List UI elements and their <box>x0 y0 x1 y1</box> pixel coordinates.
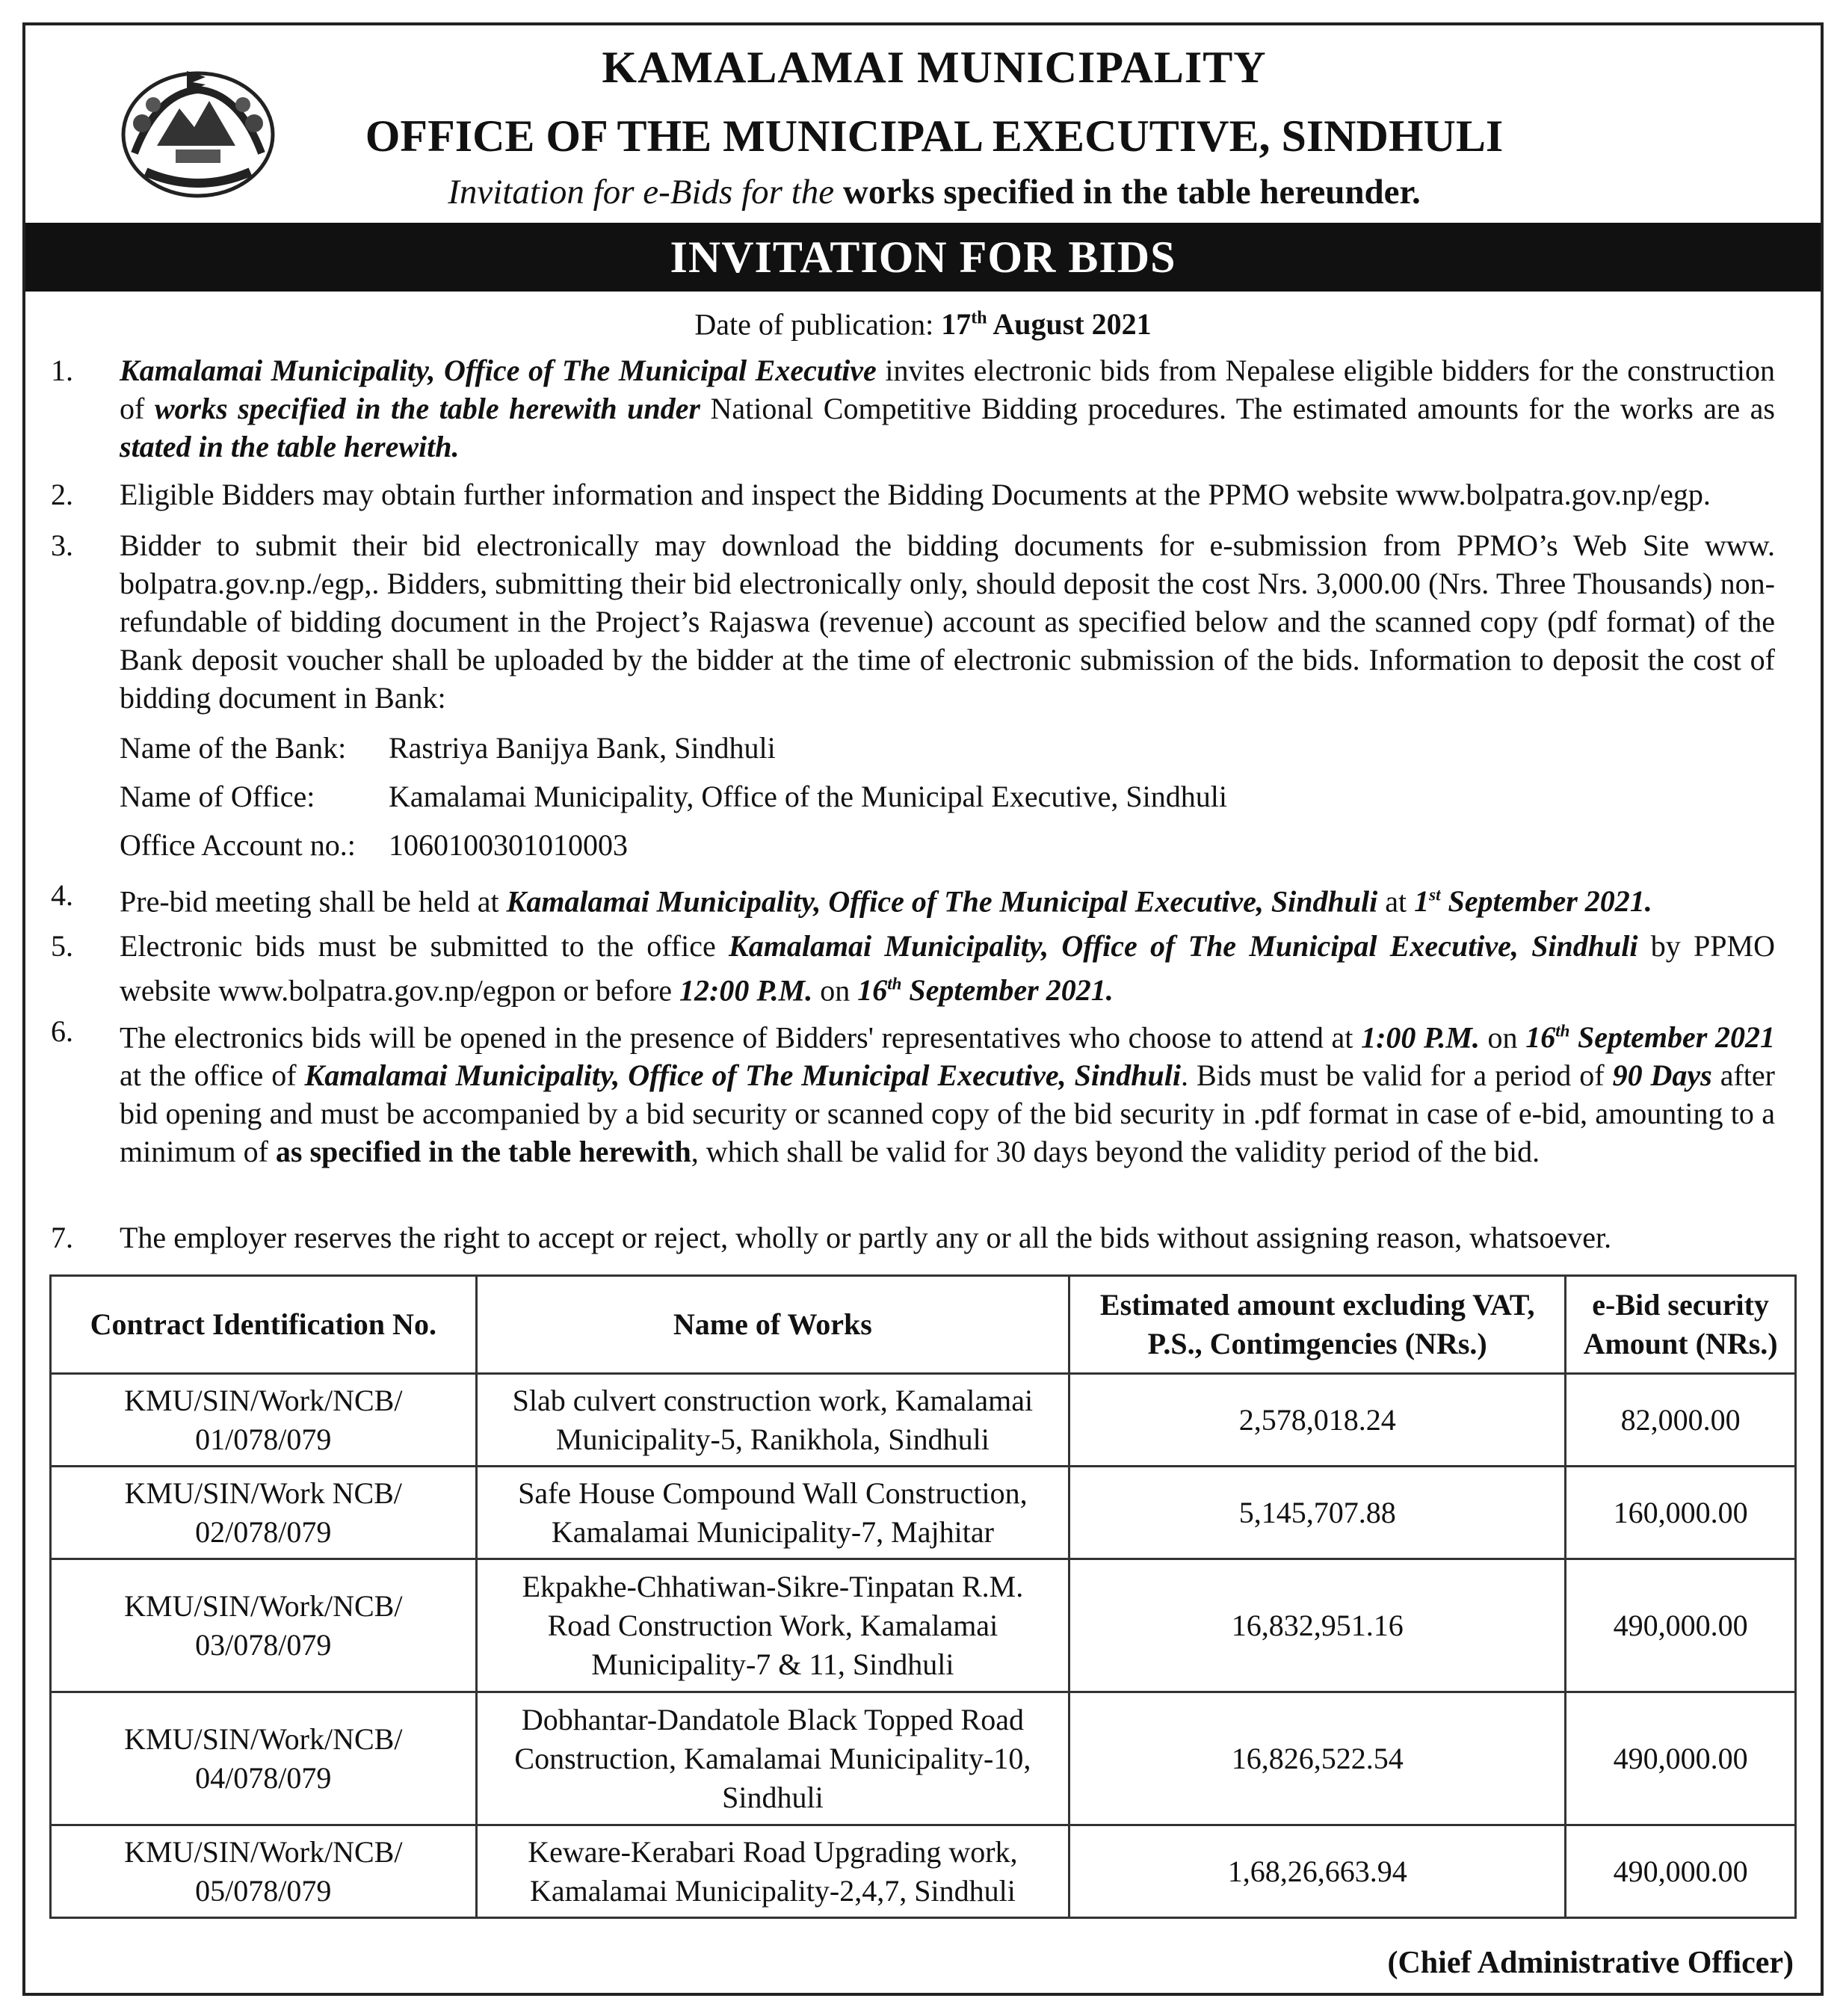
header-contract-id: Contract Identification No. <box>51 1276 477 1374</box>
publication-day-suffix: th <box>971 309 987 328</box>
publication-day: 17 <box>941 307 972 342</box>
work-name-cell: Ekpakhe-Chhatiwan-Sikre-Tinpatan R.M. Road Construction Work, Kamalamai Municipality-7 & 11, Sindhuli <box>476 1559 1069 1692</box>
para-6-text-e: September 2021 <box>1569 1020 1776 1055</box>
work-name-cell: Slab culvert construction work, Kamalamai Municipality-5, Ranikhola, Sindhuli <box>476 1374 1069 1467</box>
contract-id-line2: 05/078/079 <box>195 1873 332 1908</box>
para-5-text-c: by PPMO website www.bolpatra.gov.np/egpon or before <box>120 929 1775 1008</box>
signature-title: (Chief Administrative Officer) <box>1387 1946 1794 1980</box>
works-table <box>49 1274 1797 1919</box>
table-row <box>51 1692 1796 1825</box>
para-6-text-b: 1:00 P.M. <box>1361 1020 1480 1055</box>
para-6-number: 6. <box>51 1014 73 1048</box>
subtitle-italic: Invitation for e-Bids for the <box>448 173 835 212</box>
para-6-text-a: The electronics bids will be opened in the presence of Bidders' representatives who choose to attend at <box>120 1020 1362 1055</box>
para-6-text-g: Kamalamai Municipality, Office of The Municipal Executive, Sindhuli <box>304 1058 1181 1093</box>
bank-name-value: Rastriya Banijya Bank, Sindhuli <box>389 731 776 765</box>
estimated-amount-cell: 16,832,951.16 <box>1069 1559 1566 1692</box>
para-5-text-d: 12:00 P.M. <box>679 973 813 1008</box>
para-4-number: 4. <box>51 878 73 912</box>
para-1-text-c: works specified in the table herewith under <box>154 392 700 425</box>
para-1-org: Kamalamai Municipality, Office of The Municipal Executive <box>120 354 877 387</box>
para-6-text-i: 90 Days <box>1612 1058 1712 1093</box>
security-amount-cell: 160,000.00 <box>1566 1467 1796 1559</box>
para-4 <box>120 876 1775 920</box>
para-1-number: 1. <box>51 354 73 387</box>
para-6-text-d: 16 <box>1525 1020 1556 1055</box>
header-security-amount: e-Bid security Amount (NRs.) <box>1566 1276 1796 1374</box>
contract-id-line1: KMU/SIN/Work/NCB/ <box>124 1834 403 1869</box>
para-1-text-e: stated in the table herewith. <box>120 430 460 463</box>
security-amount-cell: 490,000.00 <box>1566 1825 1796 1918</box>
header-name-of-works: Name of Works <box>476 1276 1069 1374</box>
para-5-text-e: on <box>812 973 858 1008</box>
para-2: Eligible Bidders may obtain further information and inspect the Bidding Documents at the PPMO website www.bolpatra.gov.np/egp. <box>120 478 1711 511</box>
para-6-text-k: as specified in the table herewith <box>275 1135 691 1169</box>
publication-month-year: August 2021 <box>993 307 1152 342</box>
work-name-cell: Safe House Compound Wall Construction, Kamalamai Municipality-7, Majhitar <box>476 1467 1069 1559</box>
contract-id-line2: 01/078/079 <box>195 1422 332 1456</box>
para-5-text-f: 16 <box>857 973 888 1008</box>
contract-id-line2: 03/078/079 <box>195 1627 332 1662</box>
para-5 <box>120 927 1775 1009</box>
contract-id-cell <box>51 1692 477 1825</box>
work-name-cell: Keware-Kerabari Road Upgrading work, Kamalamai Municipality-2,4,7, Sindhuli <box>476 1825 1069 1918</box>
estimated-amount-cell: 16,826,522.54 <box>1069 1692 1566 1825</box>
office-name-label: Name of Office: <box>120 780 315 813</box>
para-6-text-f: at the office of <box>120 1058 305 1093</box>
para-6-text-j: after bid opening and must be accompanied by a bid security or scanned copy of the bid security in .pdf format in case of e-bid, amounting to a minimum of <box>120 1058 1775 1169</box>
para-6-text-h: . Bids must be valid for a period of <box>1180 1058 1613 1093</box>
para-3-number: 3. <box>51 528 73 562</box>
office-name-row <box>120 777 1227 816</box>
para-1 <box>120 351 1775 466</box>
security-amount-cell: 82,000.00 <box>1566 1374 1796 1467</box>
header-estimated-amount: Estimated amount excluding VAT, P.S., Contimgencies (NRs.) <box>1069 1276 1566 1374</box>
table-header-row <box>51 1276 1796 1374</box>
para-4-text-d: 1 <box>1414 884 1430 919</box>
office-name: OFFICE OF THE MUNICIPAL EXECUTIVE, SINDHULI <box>365 111 1504 161</box>
subtitle-bold: works specified in the table hereunder. <box>842 173 1421 212</box>
table-row <box>51 1467 1796 1559</box>
contract-id-cell <box>51 1467 477 1559</box>
contract-id-cell <box>51 1825 477 1918</box>
office-name-value: Kamalamai Municipality, Office of the Municipal Executive, Sindhuli <box>389 780 1227 813</box>
contract-id-line2: 02/078/079 <box>195 1514 332 1549</box>
banner-title: INVITATION FOR BIDS <box>25 223 1821 292</box>
publication-label: Date of publication: <box>694 307 934 342</box>
estimated-amount-cell: 2,578,018.24 <box>1069 1374 1566 1467</box>
contract-id-cell <box>51 1374 477 1467</box>
para-4-text-e: September 2021. <box>1440 884 1652 919</box>
para-1-text-d: National Competitive Bidding procedures. The estimated amounts for the works are as <box>700 392 1775 425</box>
table-row <box>51 1825 1796 1918</box>
subtitle <box>247 168 1622 217</box>
para-5-sup: th <box>887 975 902 993</box>
para-6-text-l: , which shall be valid for 30 days beyond the validity period of the bid. <box>691 1135 1540 1169</box>
account-row <box>120 826 628 864</box>
table-row <box>51 1374 1796 1467</box>
para-4-text-a: Pre-bid meeting shall be held at <box>120 884 507 919</box>
para-1-text-b: invites electronic bids from Nepalese eligible bidders for the construction of <box>120 354 1775 425</box>
para-3: Bidder to submit their bid electronically may download the bidding documents for e-submission from PPMO’s Web Site www. bolpatra.gov.np./egp,. Bidders, submitting their bid electronically only, should deposit the cost Nrs. 3,000.00 (Nrs. Three Thousands) non-refundable of bidding document in the Project’s Rajaswa (revenue) account as specified below and the scanned copy (pdf format) of the Bank deposit voucher shall be uploaded by the bidder at the time of electronic submission of the bids. Information to deposit the cost of bidding document in Bank: <box>120 528 1775 715</box>
bank-name-row <box>120 729 776 767</box>
para-4-text-b: Kamalamai Municipality, Office of The Municipal Executive, Sindhuli <box>506 884 1378 919</box>
contract-id-line1: KMU/SIN/Work/NCB/ <box>124 1588 403 1623</box>
para-6-sup: th <box>1555 1022 1570 1041</box>
work-name-cell: Dobhantar-Dandatole Black Topped Road Construction, Kamalamai Municipality-10, Sindhuli <box>476 1692 1069 1825</box>
para-7-number: 7. <box>51 1221 73 1254</box>
account-label: Office Account no.: <box>120 828 356 862</box>
account-value: 1060100301010003 <box>389 828 628 862</box>
para-2-number: 2. <box>51 478 73 511</box>
security-amount-cell: 490,000.00 <box>1566 1559 1796 1692</box>
contract-id-line1: KMU/SIN/Work NCB/ <box>124 1476 402 1510</box>
para-4-sup: st <box>1429 886 1441 904</box>
org-name: KAMALAMAI MUNICIPALITY <box>602 43 1267 92</box>
estimated-amount-cell: 1,68,26,663.94 <box>1069 1825 1566 1918</box>
estimated-amount-cell: 5,145,707.88 <box>1069 1467 1566 1559</box>
contract-id-line1: KMU/SIN/Work/NCB/ <box>124 1721 403 1756</box>
para-4-text-c: at <box>1377 884 1415 919</box>
para-7: The employer reserves the right to accept or reject, wholly or partly any or all the bids without assigning reason, whatsoever. <box>120 1221 1612 1254</box>
bank-name-label: Name of the Bank: <box>120 731 347 765</box>
para-6-text-c: on <box>1479 1020 1526 1055</box>
para-5-text-g: September 2021. <box>901 973 1114 1008</box>
contract-id-cell <box>51 1559 477 1692</box>
contract-id-line1: KMU/SIN/Work/NCB/ <box>124 1383 403 1417</box>
contract-id-line2: 04/078/079 <box>195 1760 332 1795</box>
para-5-number: 5. <box>51 929 73 963</box>
table-row <box>51 1559 1796 1692</box>
para-5-text-b: Kamalamai Municipality, Office of The Municipal Executive, Sindhuli <box>729 929 1638 963</box>
para-5-text-a: Electronic bids must be submitted to the office <box>120 929 729 963</box>
publication-date <box>25 298 1821 345</box>
security-amount-cell: 490,000.00 <box>1566 1692 1796 1825</box>
para-6 <box>120 1012 1775 1171</box>
